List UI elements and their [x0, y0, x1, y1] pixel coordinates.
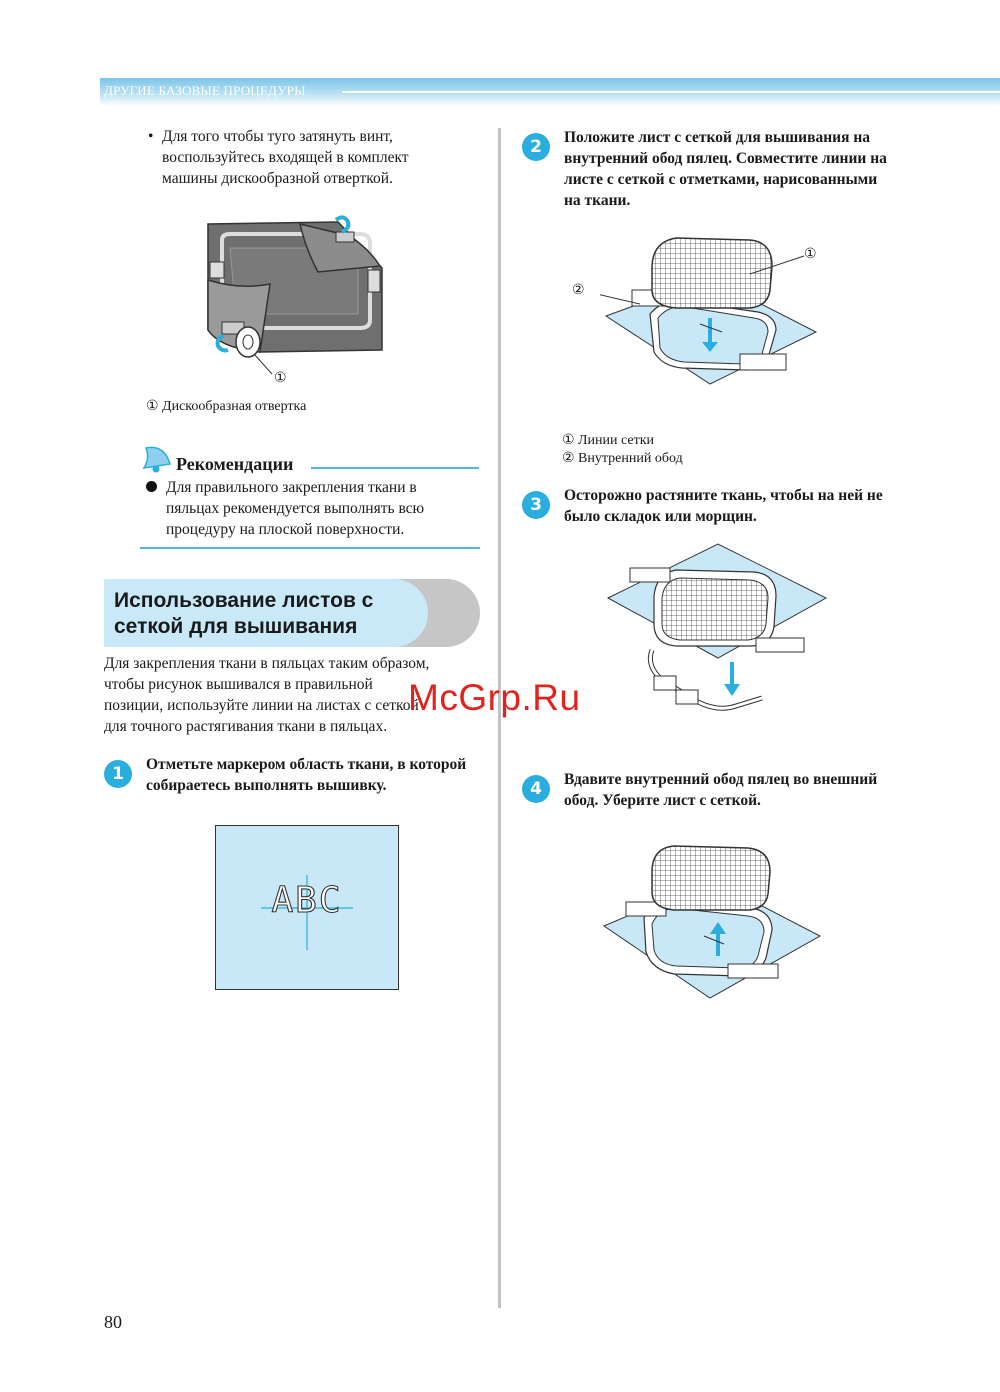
- tip-bottom-rule: [140, 547, 480, 549]
- bullet-text: [162, 126, 482, 189]
- step-1-badge: 1: [104, 760, 132, 788]
- tip-line: процедуру на плоской поверхности.: [166, 521, 405, 538]
- step-2-line: внутренний обод пялец. Совместите линии на: [564, 150, 887, 167]
- step-3-badge: 3: [522, 491, 550, 519]
- hoop-screwdriver-figure: [200, 210, 400, 390]
- step-3-line: было складок или морщин.: [564, 508, 757, 525]
- tip-text: [166, 477, 482, 540]
- bullet-line: воспользуйтесь входящей в комплект: [162, 149, 409, 166]
- step-2-line: листе с сеткой с отметками, нарисованными: [564, 171, 878, 188]
- step-3-line: Осторожно растяните ткань, чтобы на ней не: [564, 487, 883, 504]
- step-4-line: обод. Уберите лист с сеткой.: [564, 792, 761, 809]
- bullet-dot: •: [148, 128, 154, 145]
- step-4-text: [564, 769, 904, 811]
- bell-icon: [140, 444, 174, 474]
- section-title-line: Использование листов с: [114, 589, 374, 612]
- intro-line: для точного растягивания ткани в пяльцах.: [104, 718, 388, 735]
- step-3-text: [564, 485, 904, 527]
- bullet-line: Для того чтобы туго затянуть винт,: [162, 128, 393, 145]
- step-1-text: [146, 754, 486, 796]
- step-1-line: Отметьте маркером область ткани, в которой: [146, 756, 467, 773]
- step-2-text: [564, 127, 904, 211]
- abc-text: ABC: [271, 880, 343, 921]
- step-2-callout-1: ①: [804, 247, 817, 262]
- tip-line: пяльцах рекомендуется выполнять всю: [166, 500, 425, 517]
- press-hoop-figure: [600, 840, 830, 1010]
- step-2-captions: [562, 432, 683, 468]
- step-2-line: Положите лист с сеткой для вышивания на: [564, 129, 871, 146]
- section-title-line: сеткой для вышивания: [114, 615, 358, 638]
- section-title: [114, 588, 373, 640]
- intro-line: чтобы рисунок вышивался в правильной: [104, 676, 373, 693]
- page-number: 80: [104, 1312, 122, 1332]
- tip-line: Для правильного закрепления ткани в: [166, 479, 417, 496]
- bullet-line: машины дискообразной отверткой.: [162, 170, 393, 187]
- watermark: McGrp.Ru: [408, 677, 581, 718]
- step-2-badge: 2: [522, 133, 550, 161]
- header-rule: [342, 91, 1000, 93]
- stretch-fabric-figure: [606, 540, 836, 720]
- step-2-line: на ткани.: [564, 192, 631, 209]
- step-2-callout-2: ②: [572, 283, 585, 298]
- intro-line: Для закрепления ткани в пяльцах таким образом,: [104, 655, 430, 672]
- grid-sheet-figure: [600, 228, 830, 408]
- figure1-caption: ① Дискообразная отвертка: [146, 399, 307, 414]
- step-4-line: Вдавите внутренний обод пялец во внешний: [564, 771, 878, 788]
- tip-title-rule: [311, 467, 479, 469]
- tip-title: Рекомендации: [176, 454, 294, 474]
- intro-line: позиции, используйте линии на листах с сеткой: [104, 697, 419, 714]
- callout-1: ①: [274, 371, 287, 386]
- step-4-badge: 4: [522, 775, 550, 803]
- caption-grid-lines: ① Линии сетки: [562, 433, 655, 448]
- header-title: ДРУГИЕ БАЗОВЫЕ ПРОЦЕДУРЫ: [104, 83, 306, 98]
- step-1-line: собираетесь выполнять вышивку.: [146, 777, 387, 794]
- caption-inner-hoop: ② Внутренний обод: [562, 451, 683, 466]
- tip-bullet: [146, 481, 157, 492]
